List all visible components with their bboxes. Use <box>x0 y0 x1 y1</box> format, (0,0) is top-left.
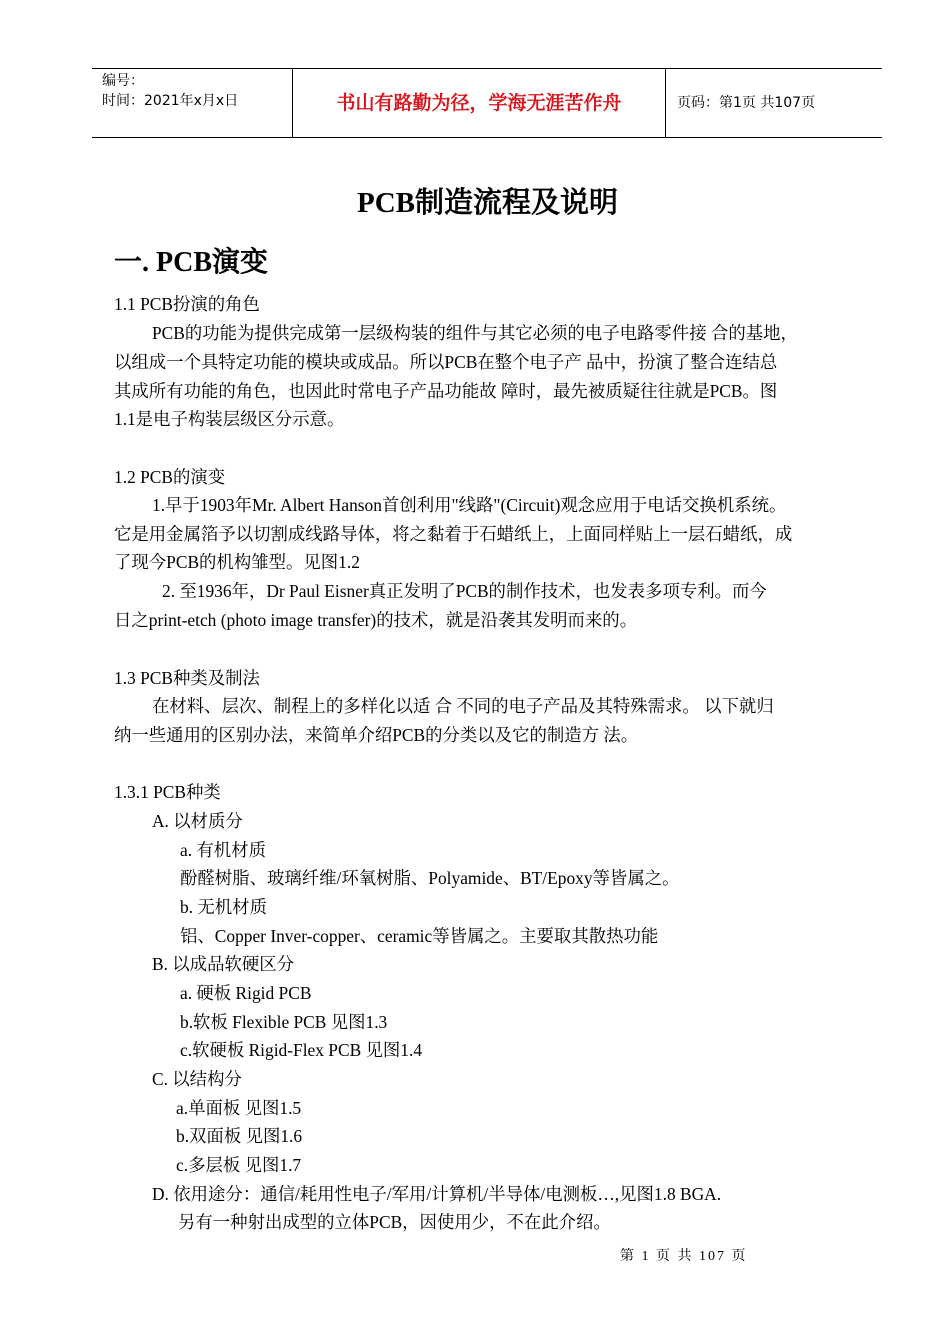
list-item: c.多层板 见图1.7 <box>176 1155 302 1175</box>
time-label: 时间：2021年x月x日 <box>102 93 239 109</box>
paragraph-line: 1.1是电子构装层级区分示意。 <box>114 409 345 429</box>
paragraph-line: PCB的功能为提供完成第一层级构装的组件与其它必须的电子电路零件接 合的基地， <box>152 323 798 343</box>
paragraph-line: 了现今PCB的机构雏型。见图1.2 <box>114 552 360 572</box>
document-title: PCB制造流程及说明 <box>356 187 618 219</box>
list-item: A. 以材质分 <box>152 811 243 831</box>
list-item: 酚醛树脂、玻璃纤维/环氧树脂、Polyamide、BT/Epoxy等皆属之。 <box>180 868 680 888</box>
paragraph-line: 其成所有功能的角色，也因此时常电子产品功能故 障时，最先被质疑往往就是PCB。图 <box>114 381 778 401</box>
paragraph-line: 在材料、层次、制程上的多样化以适 合 不同的电子产品及其特殊需求。 以下就归 <box>152 696 774 716</box>
paragraph-line: 2. 至1936年，Dr Paul Eisner真正发明了PCB的制作技术，也发表多项专利。而今 <box>162 581 767 601</box>
footer-page-number: 第 1 页 共 107 页 <box>620 1249 748 1264</box>
page-info: 页码：第1页 共107页 <box>677 95 816 111</box>
header-meta-cell <box>92 69 293 137</box>
header-table <box>92 68 882 138</box>
paragraph-line: 以组成一个具特定功能的模块或成品。所以PCB在整个电子产 品中，扮演了整合连结总 <box>114 352 778 372</box>
subsection-heading: 1.1 PCB扮演的角色 <box>114 294 260 314</box>
motto: 书山有路勤为径，学海无涯苦作舟 <box>293 69 666 137</box>
subsection-heading: 1.3 PCB种类及制法 <box>114 668 260 688</box>
list-item: C. 以结构分 <box>152 1069 242 1089</box>
number-label: 编号： <box>102 73 144 89</box>
list-item: 铝、Copper Inver-copper、ceramic等皆属之。主要取其散热功能 <box>180 926 659 946</box>
list-item: a. 硬板 Rigid PCB <box>180 983 312 1003</box>
section-heading: 一. PCB演变 <box>114 247 269 278</box>
paragraph-line: 日之print-etch (photo image transfer)的技术，就是沿袭其发明而来的。 <box>114 610 638 630</box>
list-item: B. 以成品软硬区分 <box>152 954 295 974</box>
list-item: D. 依用途分：通信/耗用性电子/军用/计算机/半导体/电测板…,见图1.8 BGA. <box>152 1184 722 1204</box>
list-item: c.软硬板 Rigid-Flex PCB 见图1.4 <box>180 1040 423 1060</box>
list-item: 另有一种射出成型的立体PCB，因使用少，不在此介绍。 <box>178 1212 611 1232</box>
paragraph-line: 1.早于1903年Mr. Albert Hanson首创利用"线路"(Circuit)观念应用于电话交换机系统。 <box>152 495 787 515</box>
paragraph-line: 它是用金属箔予以切割成线路导体，将之黏着于石蜡纸上，上面同样贴上一层石蜡纸，成 <box>114 524 793 544</box>
paragraph-line: 纳一些通用的区别办法，来简单介绍PCB的分类以及它的制造方 法。 <box>114 725 639 745</box>
list-item: a. 有机材质 <box>180 840 266 860</box>
list-item: b.软板 Flexible PCB 见图1.3 <box>180 1012 388 1032</box>
list-item: b.双面板 见图1.6 <box>176 1126 303 1146</box>
list-item: a.单面板 见图1.5 <box>176 1098 302 1118</box>
subsection-heading: 1.3.1 PCB种类 <box>114 782 221 802</box>
list-item: b. 无机材质 <box>180 897 267 917</box>
subsection-heading: 1.2 PCB的演变 <box>114 467 226 487</box>
